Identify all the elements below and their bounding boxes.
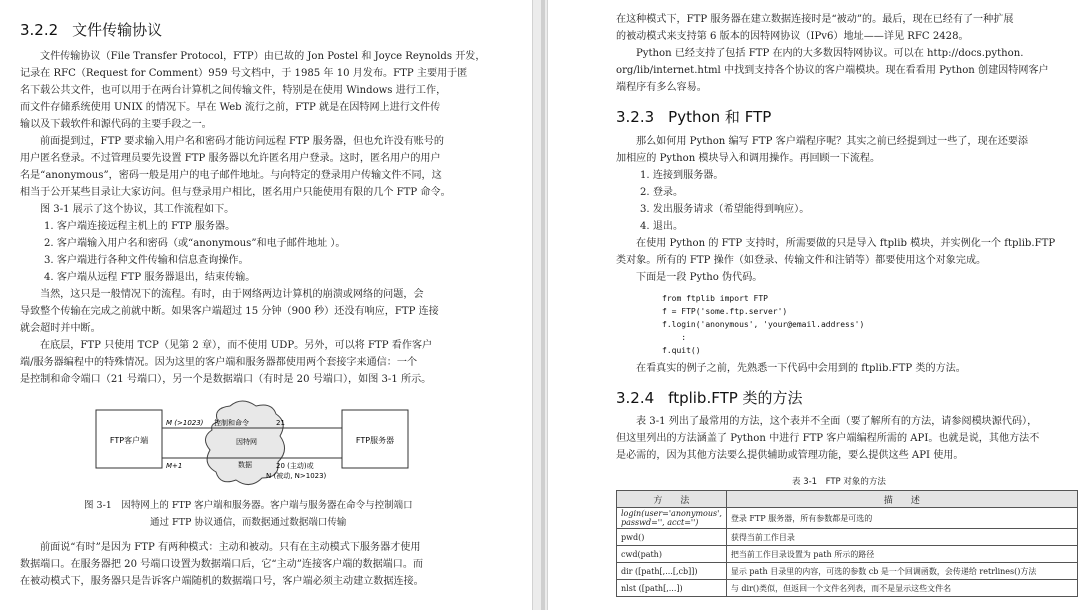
list-item: 2. 客户端输入用户名和密码（或“anonymous”和电子邮件地址 ）。: [44, 238, 346, 249]
paragraph-line: 图 3-1 展示了这个协议，其工作流程如下。: [40, 204, 235, 215]
paragraph-line: 是必需的，因为其他方法要么提供辅助或管理功能，要么提供这些 API 使用。: [616, 450, 964, 461]
description-cell: 登录 FTP 服务器，所有参数都是可选的: [726, 508, 1077, 529]
paragraph-line: 是控制和命令端口（21 号端口），另一个是数据端口（有时是 20 号端口），如图 3-1 所示。: [20, 374, 432, 385]
table-row: [617, 546, 1078, 563]
paragraph-line: 那么如何用 Python 编写 FTP 客户端程序呢？其实之前已经提到过一些了，现在还要添: [636, 136, 1028, 147]
control-label: 控制和命令: [214, 419, 249, 427]
paragraph-line: 文件传输协议（File Transfer Protocol，FTP）由已故的 Jon Postel 和 Joyce Reynolds 开发，: [40, 51, 486, 62]
paragraph-line: 的被动模式来支持第 6 版本的因特网协议（IPv6）地址——详见 RFC 2428。: [616, 31, 969, 42]
internet-label: 因特网: [236, 438, 257, 446]
code-line: from ftplib import FTP: [662, 294, 768, 303]
table-caption: 表 3-1 FTP 对象的方法: [792, 477, 886, 487]
code-line: f.quit(): [662, 346, 701, 355]
paragraph-line: 表 3-1 列出了最常用的方法，这个表并不全面（要了解所有的方法，请参阅模块源代码），: [636, 416, 1038, 427]
left-page: [0, 0, 532, 610]
method-cell: cwd(path): [617, 546, 727, 563]
table-header-cell: 描 述: [726, 491, 1077, 508]
table-header-cell: 方 法: [617, 491, 727, 508]
figure-caption: 通过 FTP 协议通信，而数据通过数据端口传输: [150, 517, 347, 528]
list-item: 4. 客户端从远程 FTP 服务器退出，结束传输。: [44, 272, 256, 283]
paragraph-line: 端程序有多么容易。: [616, 82, 707, 93]
code-line: :: [662, 333, 687, 342]
list-item: 3. 发出服务请求（希望能得到响应）。: [640, 204, 810, 215]
code-line: f = FTP('some.ftp.server'): [662, 307, 788, 316]
figure-caption: 图 3-1 因特网上的 FTP 客户端和服务器。客户端与服务器在命令与控制端口: [84, 500, 413, 511]
table-row: [617, 580, 1078, 597]
paragraph-line: 数据端口。在服务器把 20 号端口设置为数据端口后，它“主动”连接客户端的数据端口。而: [20, 559, 424, 570]
port-20-label: 20 (主动)或: [276, 462, 314, 470]
client-label: FTP客户端: [109, 436, 149, 445]
paragraph-line: 记录在 RFC（Request for Comment）959 号文档中，于 1985 年 10 月发布。FTP 主要用于匿: [20, 68, 468, 79]
method-cell: login(user='anonymous', passwd='', acct=''): [617, 508, 727, 529]
m1-label: M+1: [166, 462, 183, 470]
paragraph-line: 端/服务器编程中的特殊情况。因为这里的客户端和服务器都使用两个套接字来通信：一个: [20, 357, 418, 368]
paragraph-line: 用户匿名登录。不过管理员要先设置 FTP 服务器以允许匿名用户登录。这时，匿名用户的用户: [20, 153, 441, 164]
paragraph-line: 相当于公开某些目录让大家访问。但与登录用户相比，匿名用户只能使用有限的几个 FTP 命令。: [20, 187, 451, 198]
paragraph-line: 就会超时并中断。: [20, 323, 101, 334]
table-row: [617, 563, 1078, 580]
list-item: 2. 登录。: [640, 187, 684, 198]
paragraph-line: 导致整个传输在完成之前就中断。如果客户端超过 15 分钟（900 秒）还没有响应，FTP 连接: [20, 306, 439, 317]
description-cell: 获得当前工作目录: [726, 529, 1077, 546]
code-line: f.login('anonymous', 'your@email.address'): [662, 320, 865, 329]
section-heading-3-2-3: 3.2.3 Python 和 FTP: [616, 108, 772, 126]
paragraph-line: org/lib/internet.html 中找到支持各个协议的客户端模块。现在看看用 Python 创建因特网客户: [616, 65, 1049, 76]
methods-table: [616, 490, 1078, 597]
n-port-label: N (被动, N>1023): [266, 472, 327, 480]
ftp-figure: [90, 400, 470, 490]
paragraph-line: 类对象。所有的 FTP 操作（如登录、传输文件和注销等）都要使用这个对象完成。: [616, 255, 987, 266]
method-cell: pwd(): [617, 529, 727, 546]
server-label: FTP服务器: [355, 436, 395, 445]
list-item: 4. 退出。: [640, 221, 684, 232]
description-cell: 把当前工作目录设置为 path 所示的路径: [726, 546, 1077, 563]
m-port-label: M (>1023): [166, 419, 204, 427]
data-label: 数据: [238, 461, 252, 469]
paragraph-line: 但这里列出的方法涵盖了 Python 中进行 FTP 客户端编程所需的 API。也就是说，其他方法不: [616, 433, 1040, 444]
right-page: [548, 0, 1090, 610]
paragraph-line: 前面说“有时”是因为 FTP 有两种模式：主动和被动。只有在主动模式下服务器才使用: [40, 542, 421, 553]
table-row: [617, 529, 1078, 546]
list-item: 3. 客户端进行各种文件传输和信息查询操作。: [44, 255, 249, 266]
section-heading-3-2-4: 3.2.4 ftplib.FTP 类的方法: [616, 389, 803, 407]
list-item: 1. 连接到服务器。: [640, 170, 724, 181]
page-gutter: [532, 0, 548, 610]
paragraph-line: 加相应的 Python 模块导入和调用操作。再回顾一下流程。: [616, 153, 881, 164]
paragraph-line: 在这种模式下，FTP 服务器在建立数据连接时是“被动”的。最后，现在已经有了一种扩展: [616, 14, 1014, 25]
scrollbar[interactable]: [541, 0, 545, 610]
port-21-label: 21: [276, 419, 285, 427]
paragraph-line: 名是“anonymous”，密码一般是用户的电子邮件地址。与向特定的登录用户传输文件不同，这: [20, 170, 442, 181]
description-cell: 与 dir()类似，但返回一个文件名列表，而不是显示这些文件名: [726, 580, 1077, 597]
paragraph-line: 在看真实的例子之前，先熟悉一下代码中会用到的 ftplib.FTP 类的方法。: [636, 363, 966, 374]
paragraph-line: 而文件存储系统使用 UNIX 的情况下。早在 Web 流行之前，FTP 就是在因特网上进行文件传: [20, 102, 441, 113]
paragraph-line: 下面是一段 Pytho 伪代码。: [636, 272, 763, 283]
method-cell: nlst ([path[,...]): [617, 580, 727, 597]
table-header-row: [617, 491, 1078, 508]
paragraph-line: 在使用 Python 的 FTP 支持时，所需要做的只是导入 ftplib 模块，并实例化一个 ftplib.FTP: [636, 238, 1056, 249]
table-row: [617, 508, 1078, 529]
paragraph-line: 在底层，FTP 只使用 TCP（见第 2 章），而不使用 UDP。另外，可以将 FTP 看作客户: [40, 340, 433, 351]
paragraph-line: Python 已经支持了包括 FTP 在内的大多数因特网协议。可以在 http://docs.python.: [636, 48, 1024, 59]
paragraph-line: 当然，这只是一般情况下的流程。有时，由于网络两边计算机的崩溃或网络的问题，会: [40, 289, 424, 300]
method-cell: dir ([path[,...[,cb]]): [617, 563, 727, 580]
paragraph-line: 输以及下载软件和源代码的主要手段之一。: [20, 119, 212, 130]
paragraph-line: 前面提到过，FTP 要求输入用户名和密码才能访问远程 FTP 服务器，但也允许没有账号的: [40, 136, 444, 147]
description-cell: 显示 path 目录里的内容，可选的参数 cb 是一个回调函数，会传递给 retrlines()方法: [726, 563, 1077, 580]
paragraph-line: 名下载公共文件，也可以用于在两台计算机之间传输文件，特别是在使用 Windows 进行工作，: [20, 85, 447, 96]
paragraph-line: 在被动模式下，服务器只是告诉客户端随机的数据端口号，客户端必须主动建立数据连接。: [20, 576, 424, 587]
section-heading-3-2-2: 3.2.2 文件传输协议: [20, 21, 163, 39]
list-item: 1. 客户端连接远程主机上的 FTP 服务器。: [44, 221, 236, 232]
